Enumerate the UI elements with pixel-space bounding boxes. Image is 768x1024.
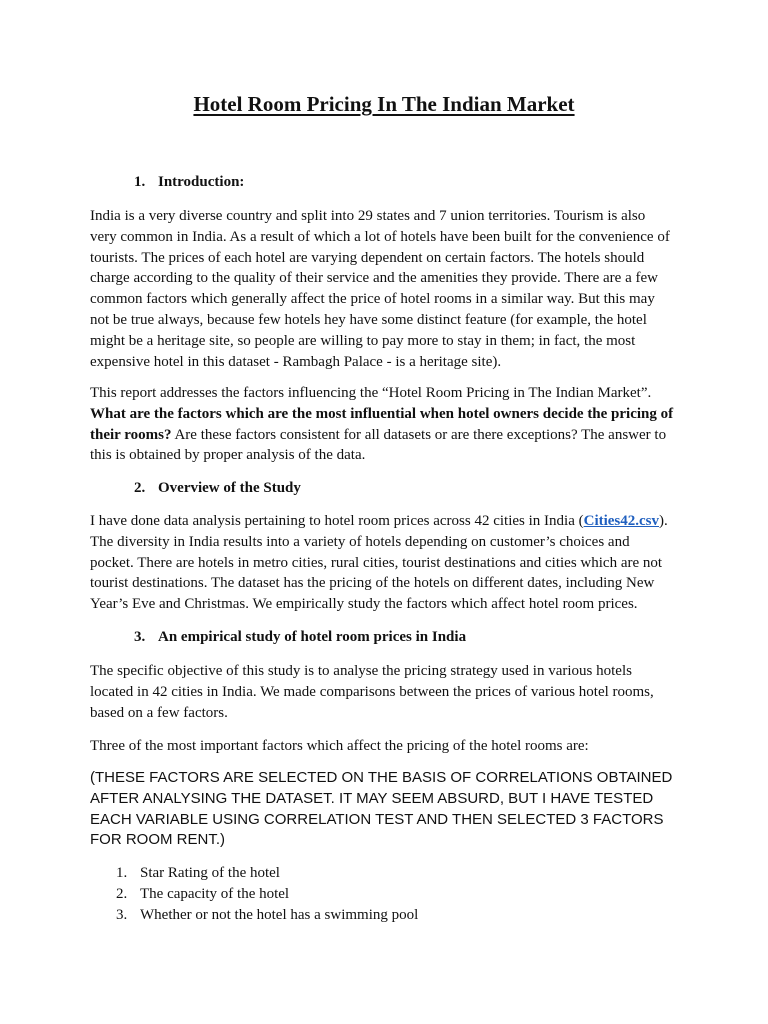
line-text: I have done data analysis pertaining to hotel room prices across 42 cities in India ( [90,513,584,529]
paragraph-line: common factors which generally affect the price of hotel rooms in a similar way. But this may [90,291,655,308]
list-number: 3. [116,906,128,923]
paragraph-line: charge according to the quality of their service and the amenities they provide. There are a few [90,270,658,287]
paragraph-line: AFTER ANALYSING THE DATASET. IT MAY SEEM ABSURD, BUT I HAVE TESTED [90,789,654,807]
list-text: The capacity of the hotel [140,885,290,902]
paragraph-line: The diversity in India results into a variety of hotels depending on customer’s choices and [90,533,630,550]
paragraph-line: tourists. The prices of each hotel are varying dependent on certain factors. The hotels should [90,249,645,266]
section-number: 2. [134,480,146,496]
paragraph-line [90,511,690,532]
list-item [116,863,418,884]
paragraph-line: Three of the most important factors which affect the pricing of the hotel rooms are: [90,738,589,754]
paragraph-line: Year’s Eve and Christmas. We empirically study the factors which affect hotel room prices. [90,596,638,613]
paragraph-line-bold: What are the factors which are the most influential when hotel owners decide the pricing of [90,405,674,422]
paragraph-line: based on a few factors. [90,704,228,721]
list-number: 2. [116,885,128,902]
document-title: Hotel Room Pricing In The Indian Market [193,92,575,116]
paragraph-line [90,425,690,446]
section-number: 1. [134,174,146,190]
section-heading-introduction [134,174,244,191]
paragraph-line: India is a very diverse country and split into 29 states and 7 union territories. Tourism is also [90,208,646,224]
empirical-paragraph [90,661,690,723]
paragraph-line: This report addresses the factors influencing the “Hotel Room Pricing in The Indian Market”. [90,385,652,401]
intro-paragraph [90,206,690,372]
list-text: Star Rating of the hotel [140,865,280,881]
list-item [116,905,418,926]
list-text: Whether or not the hotel has a swimming pool [140,906,419,923]
caps-note [90,768,690,851]
paragraph-line: very common in India. As a result of which a lot of hotels have been built for the convenience of [90,228,670,245]
factors-list [116,863,418,925]
list-item [116,884,418,905]
paragraph-line: EACH VARIABLE USING CORRELATION TEST AND THEN SELECTED 3 FACTORS [90,810,664,828]
paragraph-line: located in 42 cities in India. We made comparisons between the prices of various hotel rooms, [90,683,654,700]
overview-paragraph [90,511,690,615]
section-number: 3. [134,629,146,645]
paragraph-line: tourist destinations. The dataset has the pricing of the hotels on different dates, including New [90,575,655,592]
bold-question: their rooms? [90,426,172,443]
paragraph-line: expensive hotel in this dataset - Rambagh Palace - is a heritage site). [90,353,502,370]
paragraph-line: this is obtained by proper analysis of the data. [90,447,366,464]
paragraph-line: pocket. There are hotels in metro cities, rural cities, tourist destinations and cities which are not [90,554,663,571]
section-title: Introduction: [158,174,245,190]
section-title: Overview of the Study [158,480,301,496]
section-heading-overview [134,480,301,497]
paragraph-line: might be a heritage site, so people are willing to pay more to stay in them; in fact, the most [90,332,636,349]
paragraph-line: (THESE FACTORS ARE SELECTED ON THE BASIS OF CORRELATIONS OBTAINED [90,769,673,786]
line-text: Are these factors consistent for all datasets or are there exceptions? The answer to [171,426,667,443]
section-heading-empirical-study [134,629,466,646]
report-paragraph [90,383,690,466]
paragraph-line: The specific objective of this study is to analyse the pricing strategy used in various hotels [90,663,632,679]
list-number: 1. [116,865,128,881]
line-text: ). [659,513,668,529]
cities42-csv-link[interactable]: Cities42.csv [583,513,660,529]
paragraph-line: FOR ROOM RENT.) [90,831,225,849]
paragraph-line: not be true always, because few hotels hey have some distinct feature (for example, the hotel [90,311,647,328]
section-title: An empirical study of hotel room prices in India [158,629,467,645]
factors-intro [90,736,690,757]
